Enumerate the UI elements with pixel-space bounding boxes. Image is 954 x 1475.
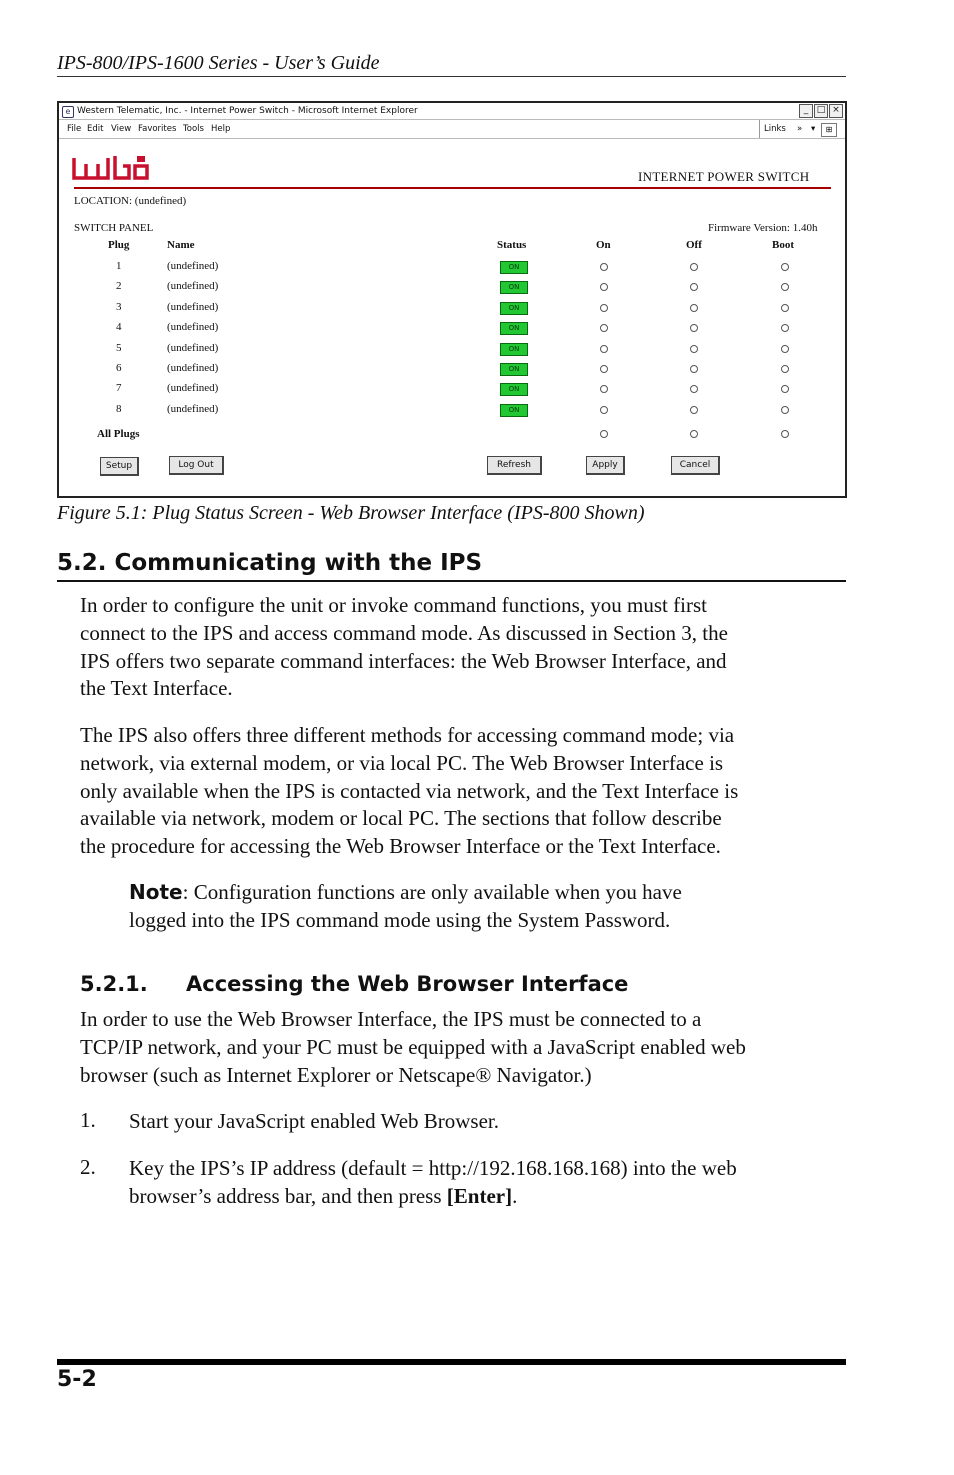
all-plugs-label: All Plugs [97,428,140,440]
firmware-version: Firmware Version: 1.40h [708,222,818,234]
plug-off-radio[interactable] [690,345,698,353]
col-on: On [596,239,611,251]
location-label: LOCATION: (undefined) [74,195,187,207]
plug-on-radio[interactable] [600,324,608,332]
subsection-number: 5.2.1. [80,972,148,996]
plug-boot-radio[interactable] [781,324,789,332]
note-block [129,879,682,935]
plug-boot-radio[interactable] [781,365,789,373]
plug-boot-radio[interactable] [781,283,789,291]
menu-tools[interactable]: Tools [183,124,204,134]
text-line: The IPS also offers three different methods for accessing command mode; via [80,723,735,747]
col-name: Name [167,239,195,251]
status-badge: ON [500,322,528,335]
plug-off-radio[interactable] [690,324,698,332]
menu-view[interactable]: View [111,124,132,134]
text-line: only available when the IPS is contacted via network, and the Text Interface is [80,778,739,803]
plug-number: 1 [116,260,122,272]
section-heading-rule [57,580,846,582]
paragraph-methods [80,722,738,861]
step-text-part: browser’s address bar, and then press [129,1183,447,1208]
plug-name: (undefined) [167,362,219,374]
subsection-heading [80,972,629,996]
status-badge: ON [500,261,528,274]
plug-name: (undefined) [167,321,219,333]
text-line [129,1183,737,1211]
footer-rule [57,1359,846,1365]
all-plugs-boot-radio[interactable] [781,430,789,438]
browser-menu-bar [59,120,845,139]
menu-file[interactable]: File [67,124,82,134]
paragraph-intro [80,592,728,703]
plug-number: 7 [116,382,122,394]
internet-explorer-icon: e [62,106,74,118]
plug-on-radio[interactable] [600,406,608,414]
plug-name: (undefined) [167,280,219,292]
running-header: IPS-800/IPS-1600 Series - User’s Guide [57,52,380,74]
status-badge: ON [500,343,528,356]
plug-number: 8 [116,403,122,415]
logout-button[interactable]: Log Out [169,456,224,475]
plug-off-radio[interactable] [690,365,698,373]
close-button[interactable]: × [829,104,843,118]
text-line: In order to configure the unit or invoke command functions, you must first [80,593,707,617]
minimize-button[interactable]: _ [799,104,813,118]
menu-help[interactable]: Help [211,124,231,134]
col-off: Off [686,239,702,251]
text-line: network, via external modem, or via local PC. The Web Browser Interface is [80,750,724,775]
plug-boot-radio[interactable] [781,345,789,353]
plug-on-radio[interactable] [600,304,608,312]
chevron-down-icon[interactable]: ▾ [811,124,816,134]
step-text: Start your JavaScript enabled Web Browser. [129,1109,500,1133]
cancel-button[interactable]: Cancel [671,456,720,475]
plug-name: (undefined) [167,382,219,394]
text-line: the procedure for accessing the Web Browser Interface or the Text Interface. [80,834,721,859]
plug-off-radio[interactable] [690,304,698,312]
text-line: available via network, modem or local PC. The sections that follow describe [80,806,722,831]
figure-caption: Figure 5.1: Plug Status Screen - Web Browser Interface (IPS-800 Shown) [57,502,645,524]
chevron-icon[interactable]: » [797,124,803,134]
note-line [129,879,682,907]
plug-off-radio[interactable] [690,385,698,393]
plug-name: (undefined) [167,260,219,272]
status-badge: ON [500,404,528,417]
wti-logo [71,154,155,184]
refresh-button[interactable]: Refresh [487,456,542,475]
plug-boot-radio[interactable] [781,263,789,271]
browser-title-bar [59,103,845,120]
note-text: : Configuration functions are only available when you have [182,880,682,904]
status-badge: ON [500,281,528,294]
plug-boot-radio[interactable] [781,385,789,393]
status-badge: ON [500,383,528,396]
menu-favorites[interactable]: Favorites [138,124,177,134]
plug-on-radio[interactable] [600,345,608,353]
col-plug: Plug [108,239,130,251]
text-line: Key the IPS’s IP address (default = http://192.168.168.168) into the web [129,1156,737,1180]
step-number: 1. [80,1108,96,1132]
plug-number: 2 [116,280,122,292]
text-line: the Text Interface. [80,676,233,701]
plug-on-radio[interactable] [600,365,608,373]
note-line: logged into the IPS command mode using the System Password. [129,907,671,932]
status-badge: ON [500,302,528,315]
step-text [129,1155,737,1211]
header-rule [57,76,846,77]
text-line: IPS offers two separate command interfaces: the Web Browser Interface, and [80,648,727,673]
plug-name: (undefined) [167,403,219,415]
section-heading: 5.2. Communicating with the IPS [57,550,483,576]
plug-off-radio[interactable] [690,406,698,414]
plug-boot-radio[interactable] [781,304,789,312]
plug-off-radio[interactable] [690,263,698,271]
setup-button[interactable]: Setup [100,457,139,476]
window-controls [799,104,843,118]
paragraph-web-interface [80,1006,746,1089]
plug-name: (undefined) [167,342,219,354]
all-plugs-off-radio[interactable] [690,430,698,438]
windows-logo-icon: ⊞ [821,123,837,137]
plug-number: 5 [116,342,122,354]
note-label: Note [129,880,183,904]
product-title: INTERNET POWER SWITCH [638,169,810,184]
plug-on-radio[interactable] [600,263,608,271]
plug-on-radio[interactable] [600,283,608,291]
step-text-part: . [512,1183,518,1208]
text-line: TCP/IP network, and your PC must be equipped with a JavaScript enabled web [80,1034,746,1059]
enter-key-label: [Enter] [446,1183,513,1208]
plug-boot-radio[interactable] [781,406,789,414]
text-line: connect to the IPS and access command mode. As discussed in Section 3, the [80,620,728,645]
logo-divider [74,187,831,189]
browser-screenshot [57,101,847,498]
page-number: 5-2 [57,1367,97,1392]
all-plugs-on-radio[interactable] [600,430,608,438]
subsection-title: Accessing the Web Browser Interface [186,972,629,996]
browser-window-title: Western Telematic, Inc. - Internet Power Switch - Microsoft Internet Explorer [77,106,418,116]
status-badge: ON [500,363,528,376]
plug-on-radio[interactable] [600,385,608,393]
plug-number: 6 [116,362,122,374]
switch-panel-title: SWITCH PANEL [74,222,154,234]
plug-off-radio[interactable] [690,283,698,291]
apply-button[interactable]: Apply [586,456,625,475]
plug-number: 4 [116,321,122,333]
col-status: Status [497,239,527,251]
plug-name: (undefined) [167,301,219,313]
plug-number: 3 [116,301,122,313]
menu-edit[interactable]: Edit [87,124,104,134]
text-line: In order to use the Web Browser Interface, the IPS must be connected to a [80,1007,702,1031]
links-toolbar[interactable]: Links [759,120,786,138]
col-boot: Boot [772,239,794,251]
step-number: 2. [80,1155,96,1179]
maximize-button[interactable]: □ [814,104,828,118]
text-line: browser (such as Internet Explorer or Netscape® Navigator.) [80,1062,592,1087]
